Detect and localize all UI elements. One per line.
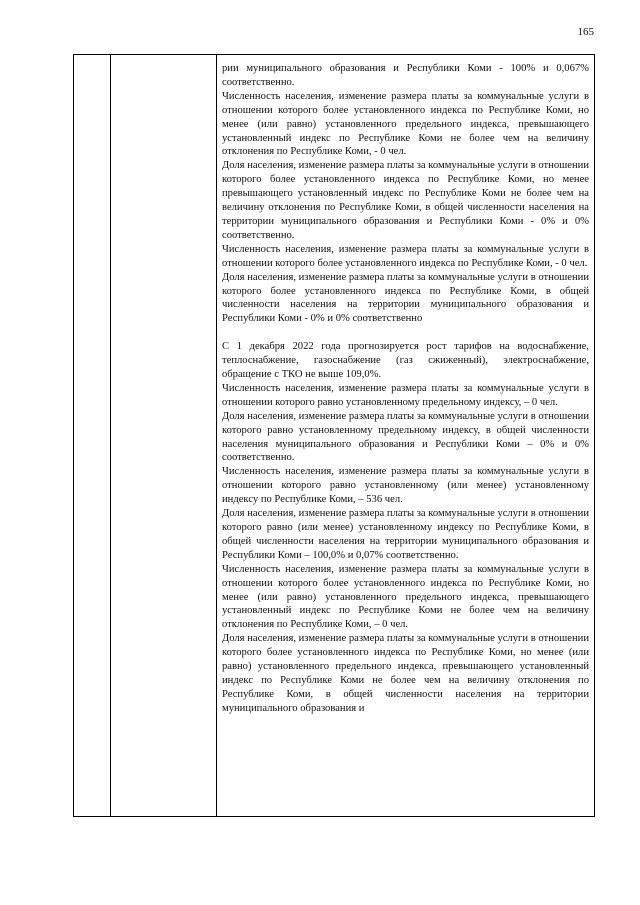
paragraph: Доля населения, изменение размера платы за коммунальные услуги в отношении которого равно (или менее) установленному индексу по Республике Коми, в общей численности населения на территории муниципального образования и Республики Коми – 100,0% и 0,07% соответственно. — [222, 508, 589, 561]
table-row — [74, 55, 595, 817]
paragraph: Доля населения, изменение размера платы за коммунальные услуги в отношении которого более установленного индекса по Республике Коми, но менее (или равно) установленного предельного индекса, превышающего установленный индекс по Республике Коми не более чем на величину отклонения по Республике Коми, в общей численности населения на территории муниципального образования и — [222, 633, 589, 714]
paragraph: С 1 декабря 2022 года прогнозируется рост тарифов на водоснабжение, теплоснабжение, газоснабжение (газ сжиженный), электроснабжение, обращение с ТКО не выше 109,0%. — [222, 341, 589, 381]
document-table — [73, 54, 595, 817]
table-cell-empty-1 — [74, 55, 111, 817]
paragraph: рии муниципального образования и Республики Коми - 100% и 0,067% соответственно. — [222, 63, 589, 88]
paragraph: Доля населения, изменение размера платы за коммунальные услуги в отношении которого более установленного индекса по Республике Коми, но менее превышающего установленный индекс по Республике Коми не более чем на величину отклонения по Республике Коми, в общей численности населения на территории муниципального образования и Республики Коми - 0% и 0% соответственно. — [222, 160, 589, 241]
table-cell-empty-2 — [111, 55, 217, 817]
paragraph: Численность населения, изменение размера платы за коммунальные услуги в отношении которого более установленного индекса по Республике Коми, - 0 чел. — [222, 243, 589, 269]
page-number: 165 — [577, 26, 594, 38]
paragraph: Доля населения, изменение размера платы за коммунальные услуги в отношении которого равно установленному предельному индексу, в общей численности населения муниципального образования и Республики Коми – 0% и 0% соответственно. — [222, 410, 589, 464]
paragraph: Численность населения, изменение размера платы за коммунальные услуги в отношении которого равно установленному (или менее) установленному индексу по Республике Коми, – 536 чел. — [222, 466, 589, 506]
paragraph: Численность населения, изменение размера платы за коммунальные услуги в отношении которого более установленного индекса по Республике Коми, но менее (или равно) установленного предельного индекса, превышающего установленный индекс по Республике Коми не более чем на величину отклонения по Республике Коми, - 0 чел. — [222, 90, 589, 158]
paragraph: Численность населения, изменение размера платы за коммунальные услуги в отношении которого более установленного индекса по Республике Коми, но менее (или равно) установленного предельного индекса, превышающего установленный индекс по Республике Коми не более чем на величину отклонения по Республике Коми, – 0 чел. — [222, 563, 589, 631]
paragraph: Доля населения, изменение размера платы за коммунальные услуги в отношении которого более установленного индекса по Республике Коми, в общей численности населения на территории муниципального образования и Республики Коми - 0% и 0% соответственно — [222, 271, 589, 325]
paragraph: Численность населения, изменение размера платы за коммунальные услуги в отношении которого равно установленному предельному индексу, – 0 чел. — [222, 382, 589, 408]
table-cell-text — [217, 55, 595, 817]
